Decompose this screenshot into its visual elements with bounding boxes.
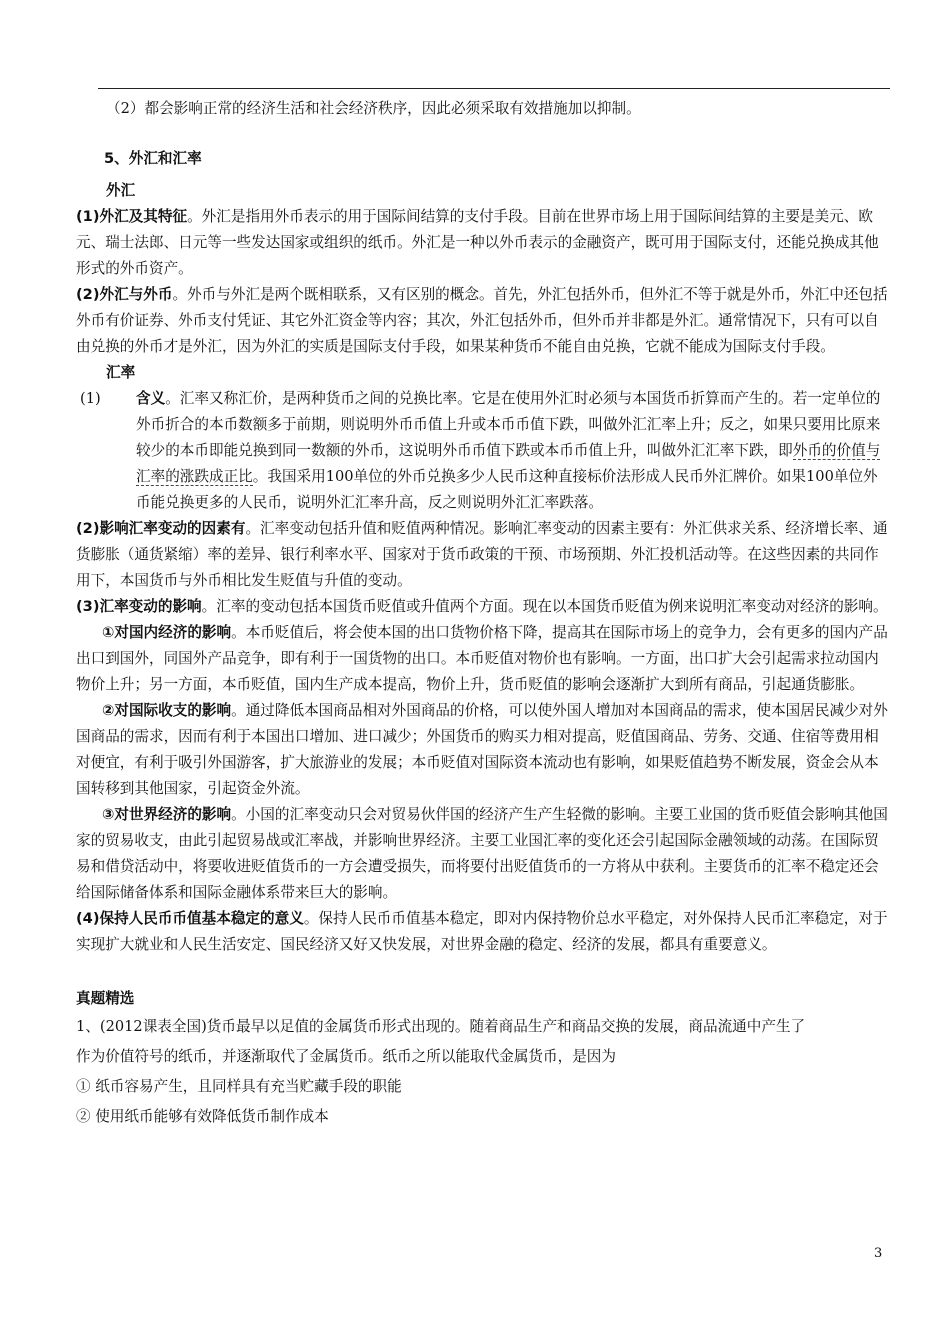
rate-p1-text-b: 。我国采用100单位的外币兑换多少人民币这种直接标价法形成人民币外汇牌价。如果100单位外币能兑换更多的人民币，说明外汇汇率升高，反之则说明外汇汇率跌落。	[136, 468, 878, 511]
impact-1-label: ①对国内经济的影响	[102, 624, 232, 641]
rate-p2-text: 。汇率变动包括升值和贬值两种情况。影响汇率变动的因素主要有：外汇供求关系、经济增长率、通货膨胀（通货紧缩）率的差异、银行利率水平、国家对于货币政策的干预、市场预期、外汇投机活动等。在这些因素的共同作用下，本国货币与外币相比发生贬值与升值的变动。	[76, 520, 888, 589]
impact-item-1	[76, 620, 890, 698]
forex-p2-label: (2)外汇与外币	[76, 286, 173, 303]
question-1-option-1: ① 纸币容易产生，且同样具有充当贮藏手段的职能	[76, 1078, 402, 1095]
impact-2-text: 。通过降低本国商品相对外国商品的价格，可以使外国人增加对本国商品的需求，使本国居民减少对外国商品的需求，因而有利于本国出口增加、进口减少；外国货币的购买力相对提高，贬值国商品、劳务、交通、住宿等费用相对便宜，有利于吸引外国游客，扩大旅游业的发展；本币贬值对国际资本流动也有影响，如果贬值趋势不断发展，资金会从本国转移到其他国家，引起资金外流。	[76, 702, 888, 797]
header-rule	[98, 88, 890, 89]
impact-1-text: 。本币贬值后，将会使本国的出口货物价格下降，提高其在国际市场上的竞争力，会有更多的国内产品出口到国外，同国外产品竞争，即有利于一国货物的出口。本币贬值对物价也有影响。一方面，出口扩大会引起需求拉动国内物价上升；另一方面，本币贬值，国内生产成本提高，物价上升，货币贬值的影响会逐渐扩大到所有商品，引起通货膨胀。	[76, 624, 888, 693]
document-body	[76, 96, 890, 1132]
page-number: 3	[874, 1246, 883, 1261]
rate-p3-text: 。汇率的变动包括本国货币贬值或升值两个方面。现在以本国货币贬值为例来说明汇率变动对经济的影响。	[201, 598, 888, 615]
question-1-line-1: 1、(2012课表全国)货币最早以足值的金属货币形式出现的。随着商品生产和商品交换的发展，商品流通中产生了	[76, 1018, 806, 1035]
forex-paragraph-2	[76, 282, 890, 360]
rate-p3-label: (3)汇率变动的影响	[76, 598, 202, 615]
question-1-option-2: ② 使用纸币能够有效降低货币制作成本	[76, 1108, 329, 1125]
rate-p1-text-a: 。汇率又称汇价，是两种货币之间的兑换比率。它是在使用外汇时必须与本国货币折算而产生的。若一定单位的外币折合的本币数额多于前期，则说明外币币值上升或本币币值下跌，叫做外汇汇率上升；反之，如果只要用比原来较少的本币即能兑换到同一数额的外币，这说明外币币值下跌或本币币值上升，叫做外汇汇率下跌，即	[136, 390, 881, 459]
forex-p2-text: 。外币与外汇是两个既相联系，又有区别的概念。首先，外汇包括外币，但外汇不等于就是外币，外汇中还包括外币有价证券、外币支付凭证、其它外汇资金等内容；其次，外汇包括外币，但外币并非都是外汇。通常情况下，只有可以自由兑换的外币才是外汇，因为外汇的实质是国际支付手段，如果某种货币不能自由兑换，它就不能成为国际支付手段。	[76, 286, 888, 355]
rate-p1-underlined: 外币的价值与汇率的涨跌成正比	[136, 442, 881, 485]
impact-2-label: ②对国际收支的影响	[102, 702, 232, 719]
forex-paragraph-1	[76, 204, 890, 282]
rate-p4-text: 。保持人民币币值基本稳定，即对内保持物价总水平稳定，对外保持人民币汇率稳定，对于实现扩大就业和人民生活安定、国民经济又好又快发展，对世界金融的稳定、经济的发展，都具有重要意义。	[76, 910, 888, 953]
rate-paragraph-1	[76, 386, 890, 516]
impact-3-text: 。小国的汇率变动只会对贸易伙伴国的经济产生产生轻微的影响。主要工业国的货币贬值会影响其他国家的贸易收支，由此引起贸易战或汇率战，并影响世界经济。主要工业国汇率的变化还会引起国际金融领域的动荡。在国际贸易和借贷活动中，将要收进贬值货币的一方会遭受损失，而将要付出贬值货币的一方将从中获利。主要货币的汇率不稳定还会给国际储备体系和国际金融体系带来巨大的影响。	[76, 806, 888, 901]
rate-p4-label: (4)保持人民币币值基本稳定的意义	[76, 910, 304, 927]
rate-paragraph-2	[76, 516, 890, 594]
top-line: （2）都会影响正常的经济生活和社会经济秩序，因此必须采取有效措施加以抑制。	[106, 100, 641, 117]
rate-p2-label: (2)影响汇率变动的因素有	[76, 520, 246, 537]
question-1-line-2: 作为价值符号的纸币，并逐渐取代了金属货币。纸币之所以能取代金属货币，是因为	[76, 1048, 616, 1065]
impact-3-label: ③对世界经济的影响	[102, 806, 232, 823]
rate-heading: 汇率	[106, 364, 136, 381]
forex-heading: 外汇	[106, 182, 136, 199]
forex-p1-text: 。外汇是指用外币表示的用于国际间结算的支付手段。目前在世界市场上用于国际间结算的主要是美元、欧元、瑞士法郎、日元等一些发达国家或组织的纸币。外汇是一种以外币表示的金融资产，既可用于国际支付，还能兑换成其他形式的外币资产。	[76, 208, 879, 277]
rate-paragraph-4	[76, 906, 890, 958]
impact-item-2	[76, 698, 890, 802]
exam-heading: 真题精选	[76, 990, 135, 1007]
rate-p1-number: (1)	[80, 390, 101, 407]
section-title: 5、外汇和汇率	[104, 150, 202, 167]
forex-p1-label: (1)外汇及其特征	[76, 208, 188, 225]
rate-paragraph-3	[76, 594, 890, 620]
rate-p1-label: 含义	[136, 390, 166, 407]
impact-item-3	[76, 802, 890, 906]
exam-question-1	[76, 1012, 890, 1132]
